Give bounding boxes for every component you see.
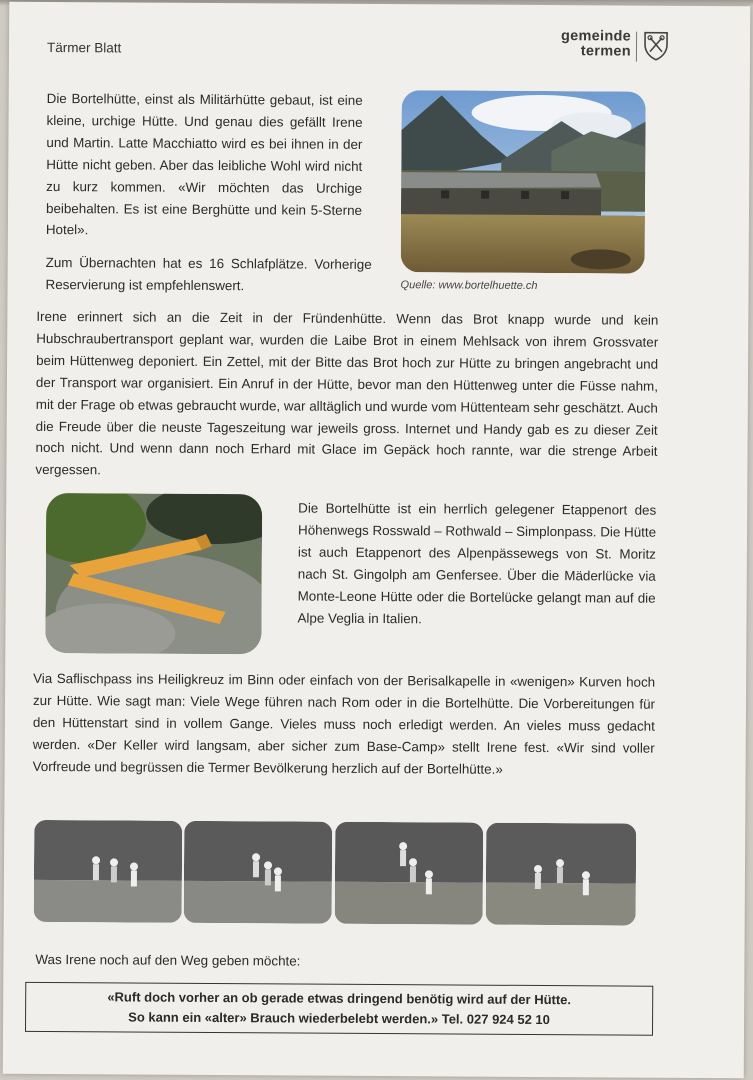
newsletter-page <box>3 2 751 1079</box>
team-photo-4 <box>486 823 637 926</box>
team-photo-1 <box>34 820 183 923</box>
paragraph-intro: Die Bortelhütte, einst als Militärhütte gebaut, ist eine kleine, urchige Hütte. Und genau dies gefällt Irene und Martin. Latte Macchiatto wird es bei ihnen in der Hütte nicht geben. Aber das leibliche Wohl wird nicht zu kurz kommen. «Wir möchten das Urchige beibehalten. Es ist eine Berghütte und kein 5-Sterne Hotel». <box>45 90 363 238</box>
paragraph-stage-location: Die Bortelhütte ist ein herrlich gelegener Etappenort des Höhenwegs Rosswald – Rothwald – Simplonpass. Die Hütte ist auch Etappenort des Alpenpässewegs von St. Moritz nach St. Gingolph am Genfersee. Über die Mäderlücke via Monte-Leone Hütte oder die Bortelücke gelangt man auf die Alpe Veglia in Italien. <box>297 500 657 626</box>
paragraph-sleeping: Zum Übernachten hat es 16 Schlafplätze. Vorherige Reservierung ist empfehlenswert. <box>45 254 372 294</box>
team-photo-2 <box>184 821 333 924</box>
quote-line-2: So kann ein «alter» Brauch wiederbelebt werden.» Tel. 027 924 52 10 <box>128 1009 550 1028</box>
publication-title: Tärmer Blatt <box>46 39 122 56</box>
trail-sign-photo <box>45 493 262 654</box>
quote-line-1: «Ruft doch vorher an ob gerade etwas dringend benötig wird auf der Hütte. <box>107 989 572 1008</box>
paragraph-memories: Irene erinnert sich an die Zeit in der Fründenhütte. Wenn das Brot knapp wurde und kein Hubschraubertransport geplant war, wurden die Laibe Brot in einem Mehlsack von ihrem Grossvater beim Hüttenweg deponiert. Ein Zettel, mit der Bitte das Brot hoch zur Hütte zu bringen angebracht und der Transport war organisiert. Ein Anruf in der Hütte, bevor man den Hüttenweg unter die Füsse nahm, mit der Frage ob etwas gebraucht wurde, war alltäglich und wurde vom Hüttenteam sehr geschätzt. Auch die Freude über die neuste Tageszeitung war jeweils gross. Internet und Handy gab es zu dieser Zeit noch nicht. Und wenn dann noch Erhard mit Glace im Gepäck hoch rannte, war die strenge Arbeit vergessen. <box>35 308 659 478</box>
logo-line-1: gemeinde <box>560 28 632 45</box>
paragraph-preparations: Via Saflischpass ins Heiligkreuz im Binn oder einfach von der Berisalkapelle in «wenigen» Kurven hoch zur Hütte. Wie sagt man: Viele Wege führen nach Rom oder in die Bortelhütte. Die Vorbereitungen für den Hüttenstart sind in vollem Gange. Vieles muss noch erledigt werden. An vieles muss gedacht werden. «Der Keller wird langsam, aber sicher zum Base-Camp» stellt Irene fest. «Wir sind voller Vorfreude und begrüssen die Termer Bevölkerung herzlich auf der Bortelhütte.» <box>32 670 656 777</box>
photo-caption: Quelle: www.bortelhuette.ch <box>400 279 538 292</box>
logo-divider <box>636 32 637 62</box>
hut-photo <box>401 90 646 273</box>
logo-wordmark <box>547 29 631 60</box>
logo-line-2: termen <box>580 43 632 60</box>
crossed-keys-shield-icon <box>643 31 669 61</box>
team-photo-3 <box>335 822 484 925</box>
quote-box <box>25 982 653 1036</box>
closing-intro: Was Irene noch auf den Weg geben möchte: <box>35 951 301 969</box>
